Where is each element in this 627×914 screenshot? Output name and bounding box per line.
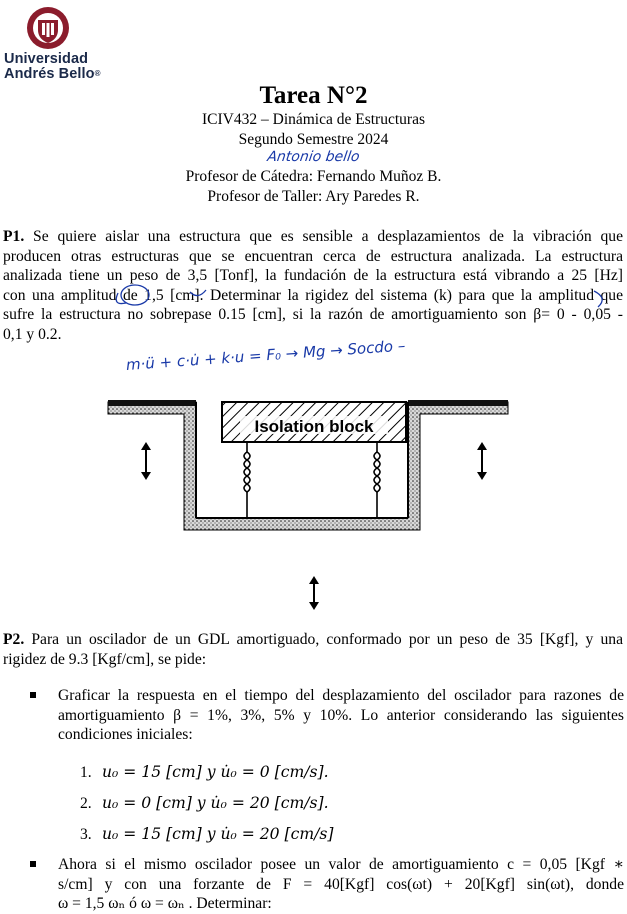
bullet-line: condiciones iniciales:: [58, 726, 193, 743]
vibration-arrow-right-icon: [477, 442, 487, 480]
page-title: Tarea N°2: [259, 82, 368, 109]
problem-2-line: Para un oscilador de un GDL amortiguado, conformado por un peso de 35 [Kgf], y una: [24, 631, 623, 648]
problem-1-line: sufre la estructura no sobrepase 0.15 [cm], si la razón de amortiguamiento son β= 0 - 0,05 -: [3, 306, 623, 323]
condition-text: u₀ = 15 [cm] y u̇₀ = 20 [cm/s]: [102, 825, 334, 843]
condition-text: u₀ = 15 [cm] y u̇₀ = 0 [cm/s].: [102, 763, 329, 781]
course-name: ICIV432 – Dinámica de Estructuras: [202, 111, 425, 128]
problem-1-line: con una amplitud de 1,5 [cm]. Determinar la rigidez del sistema (k) para que la amplitud que: [3, 286, 623, 304]
problem-1-line: Se quiere aislar una estructura que es sensible a desplazamientos de la vibración que: [24, 228, 623, 245]
spring-right-icon: [374, 442, 380, 518]
condition-number: 2.: [80, 795, 92, 812]
problem-1-line: analizada tiene un peso de 3,5 [Tonf], la fundación de la estructura está vibrando a 25 [Hz]: [3, 267, 623, 284]
condition-number: 1.: [80, 764, 92, 781]
isolation-block-label: Isolation block: [254, 417, 374, 436]
student-name-handwritten: Antonio bello: [266, 149, 361, 165]
bullet-damping-forcing: [58, 855, 624, 914]
bullet-line: Graficar la respuesta en el tiempo del desplazamiento del oscilador para razones de: [58, 687, 624, 704]
problem-1-label: P1.: [3, 228, 25, 245]
bullet-icon: [30, 861, 36, 867]
condition-item: [80, 763, 329, 782]
bullet-line: s/cm] y con una forzante de F = 40[Kgf] cos(ωt) + 20[Kgf] sin(ωt), donde: [58, 875, 624, 893]
problem-2-line: rigidez de 9.3 [Kgf/cm], se pide:: [3, 650, 207, 668]
workshop-professor-name: Profesor de Taller: Ary Paredes R.: [207, 188, 420, 205]
problem-1: [3, 227, 623, 344]
problem-2-label: P2.: [3, 631, 25, 648]
vibration-arrow-bottom-icon: [309, 576, 319, 610]
bullet-graph-response: [58, 686, 624, 745]
condition-text: u₀ = 0 [cm] y u̇₀ = 20 [cm/s].: [102, 794, 329, 812]
problem-1-line: 0,1 y 0.2.: [3, 325, 62, 343]
handwritten-equation: m·ü + c·u̇ + k·u = F₀ → Mg → Socdo –: [125, 336, 406, 374]
spring-left-icon: [244, 442, 250, 518]
isolation-block-diagram: [100, 380, 528, 620]
university-emblem-icon: [26, 6, 70, 50]
problem-1-line: producen otras estructuras que se encuentran cerca de estructura analizada. La estructura: [3, 247, 623, 265]
vibration-arrow-left-icon: [141, 442, 151, 480]
bullet-icon: [30, 692, 36, 698]
semester: Segundo Semestre 2024: [238, 131, 389, 148]
problem-2: [3, 630, 623, 669]
professor-name: Profesor de Cátedra: Fernando Muñoz B.: [185, 168, 442, 185]
condition-number: 3.: [80, 826, 92, 843]
university-logo: [4, 4, 104, 84]
condition-item: [80, 794, 329, 813]
condition-item: [80, 825, 334, 844]
logo-name-line1: Universidad: [4, 51, 89, 67]
bullet-line: Ahora si el mismo oscilador posee un valor de amortiguamiento c = 0,05 [Kgf ∗: [58, 856, 624, 873]
logo-name-line2: Andrés Bello®: [4, 66, 101, 82]
bullet-line: amortiguamiento β = 1%, 3%, 5% y 10%. Lo anterior considerando las siguientes: [58, 706, 624, 724]
bullet-line: ω = 1,5 ωₙ ó ω = ωₙ . Determinar:: [58, 895, 272, 912]
